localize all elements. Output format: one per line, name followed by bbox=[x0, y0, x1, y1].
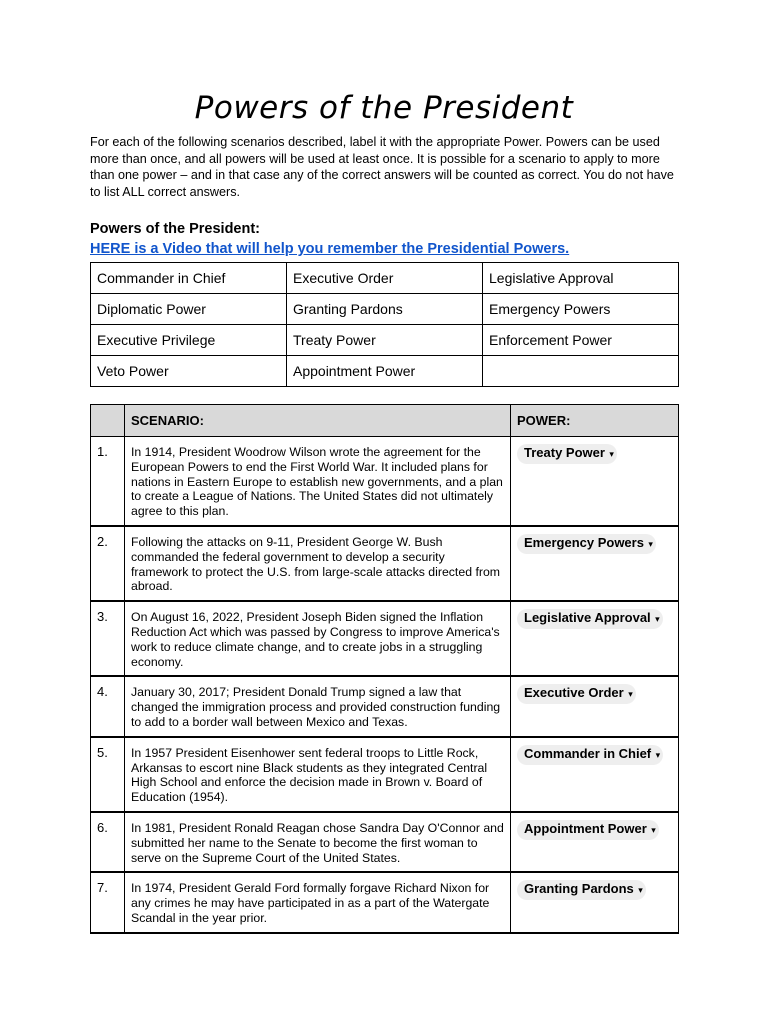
chevron-down-icon: ▾ bbox=[648, 538, 653, 549]
power-cell bbox=[483, 356, 679, 387]
power-dropdown-chip[interactable] bbox=[517, 444, 617, 464]
powers-row bbox=[91, 294, 679, 325]
power-answer-cell bbox=[511, 812, 679, 872]
chevron-down-icon: ▾ bbox=[638, 885, 643, 896]
powers-table bbox=[90, 262, 679, 387]
chevron-down-icon: ▾ bbox=[655, 614, 660, 625]
scenario-text: On August 16, 2022, President Joseph Biden signed the Inflation Reduction Act which was passed by Congress to improve America's work to reduce climate change, and to create jobs in a struggling economy. bbox=[125, 601, 511, 676]
power-dropdown-label: Appointment Power bbox=[524, 820, 647, 836]
power-dropdown-chip[interactable] bbox=[517, 820, 659, 840]
instructions-paragraph: For each of the following scenarios described, label it with the appropriate Power. Powers can be used more than once, and all powers will be used at least once. It is possible for a scenario to apply to more than one power – and in that case any of the correct answers will be counted as correct. You do not have to list ALL correct answers. bbox=[90, 135, 674, 199]
power-cell: Granting Pardons bbox=[287, 294, 483, 325]
power-cell: Executive Privilege bbox=[91, 325, 287, 356]
power-cell: Appointment Power bbox=[287, 356, 483, 387]
header-scenario: SCENARIO: bbox=[125, 405, 511, 437]
power-answer-cell bbox=[511, 737, 679, 812]
power-cell: Emergency Powers bbox=[483, 294, 679, 325]
scenario-header-row bbox=[91, 405, 679, 437]
power-dropdown-label: Treaty Power bbox=[524, 445, 605, 460]
table-row bbox=[91, 812, 679, 872]
scenario-number: 6. bbox=[91, 812, 125, 872]
power-answer-cell bbox=[511, 526, 679, 601]
header-power: POWER: bbox=[511, 405, 679, 437]
powers-row bbox=[91, 263, 679, 294]
scenario-text: In 1974, President Gerald Ford formally forgave Richard Nixon for any crimes he may have participated in as a part of the Watergate Scandal in the year prior. bbox=[125, 872, 511, 932]
power-cell: Enforcement Power bbox=[483, 325, 679, 356]
scenario-text: In 1957 President Eisenhower sent federal troops to Little Rock, Arkansas to escort nine Black students as they integrated Central High School and enforce the decision made in Brown v. Board of Education (1954). bbox=[125, 737, 511, 812]
power-dropdown-chip[interactable] bbox=[517, 880, 646, 900]
table-row bbox=[91, 437, 679, 526]
power-answer-cell bbox=[511, 437, 679, 526]
powers-row bbox=[91, 356, 679, 387]
table-row bbox=[91, 676, 679, 736]
table-row bbox=[91, 601, 679, 676]
power-answer-cell bbox=[511, 601, 679, 676]
power-dropdown-label: Commander in Chief bbox=[524, 745, 652, 761]
power-dropdown-label: Legislative Approval bbox=[524, 610, 651, 626]
table-row bbox=[91, 737, 679, 812]
power-cell: Executive Order bbox=[287, 263, 483, 294]
scenario-text: January 30, 2017; President Donald Trump signed a law that changed the immigration process and provided construction funding to add to a border wall between Mexico and Texas. bbox=[125, 676, 511, 736]
table-row bbox=[91, 526, 679, 601]
scenario-text: In 1914, President Woodrow Wilson wrote the agreement for the European Powers to end the First World War. It included plans for nations in Eastern Europe to establish new governments, and a plan to create a League of Nations. The United States did not ultimately agree to this plan. bbox=[125, 437, 511, 526]
chevron-down-icon: ▾ bbox=[655, 749, 661, 760]
power-dropdown-chip[interactable] bbox=[517, 745, 663, 765]
video-link[interactable]: HERE is a Video that will help you remember the Presidential Powers. bbox=[90, 241, 570, 257]
header-number bbox=[91, 405, 125, 437]
power-cell: Treaty Power bbox=[287, 325, 483, 356]
power-dropdown-chip[interactable] bbox=[517, 684, 636, 704]
scenario-number: 7. bbox=[91, 872, 125, 932]
scenario-number: 2. bbox=[91, 526, 125, 601]
table-row bbox=[91, 872, 679, 932]
chevron-down-icon: ▾ bbox=[651, 824, 656, 835]
page-title: Powers of the President bbox=[194, 90, 574, 126]
chevron-down-icon: ▾ bbox=[628, 689, 633, 700]
power-answer-cell bbox=[511, 872, 679, 932]
power-cell: Diplomatic Power bbox=[91, 294, 287, 325]
scenario-table bbox=[90, 404, 679, 934]
power-dropdown-label: Granting Pardons bbox=[524, 881, 634, 897]
power-cell: Veto Power bbox=[91, 356, 287, 387]
power-answer-cell bbox=[511, 676, 679, 736]
scenario-number: 3. bbox=[91, 601, 125, 676]
scenario-number: 1. bbox=[91, 437, 125, 526]
scenario-text: In 1981, President Ronald Reagan chose Sandra Day O'Connor and submitted her name to the Senate to become the first woman to serve on the Supreme Court of the United States. bbox=[125, 812, 511, 872]
scenario-number: 4. bbox=[91, 676, 125, 736]
powers-heading: Powers of the President: bbox=[90, 221, 261, 237]
power-cell: Commander in Chief bbox=[91, 263, 287, 294]
power-cell: Legislative Approval bbox=[483, 263, 679, 294]
scenario-number: 5. bbox=[91, 737, 125, 812]
power-dropdown-chip[interactable] bbox=[517, 609, 663, 629]
powers-row bbox=[91, 325, 679, 356]
power-dropdown-label: Emergency Powers bbox=[524, 534, 644, 550]
chevron-down-icon: ▾ bbox=[609, 449, 614, 459]
power-dropdown-label: Executive Order bbox=[524, 685, 624, 701]
power-dropdown-chip[interactable] bbox=[517, 534, 656, 554]
scenario-text: Following the attacks on 9-11, President George W. Bush commanded the federal government to develop a security framework to protect the U.S. from large-scale attacks directed from abroad. bbox=[125, 526, 511, 601]
